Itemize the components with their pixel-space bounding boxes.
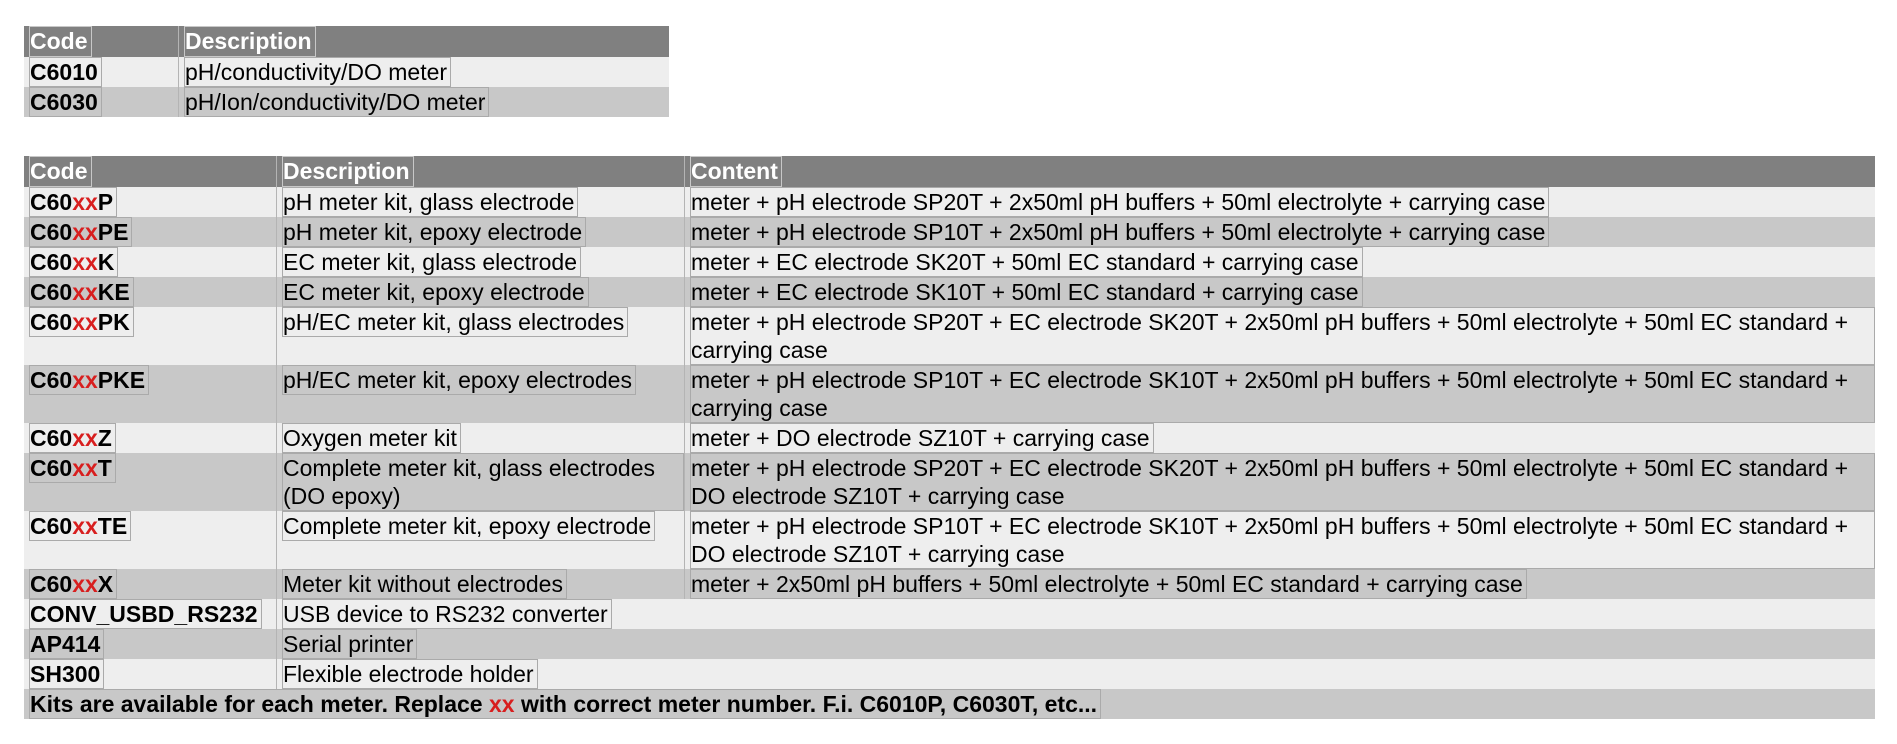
code-suffix: TE [97,513,128,539]
content-cell [685,217,1875,247]
code-suffix: PK [97,309,130,335]
code-placeholder: xx [72,425,98,451]
header-description: Description [179,26,669,57]
kit-code [29,307,134,337]
table-row [24,365,1875,423]
table-row [24,307,1875,365]
code-suffix: Z [97,425,112,451]
description-cell [277,569,685,599]
description-cell [277,187,685,217]
content-text: meter + pH electrode SP10T + EC electrode SK10T + 2x50ml pH buffers + 50ml electrolyte + 50ml EC standard + carrying case [690,365,1875,423]
description-text: Flexible electrode holder [282,659,538,689]
content-text: meter + pH electrode SP20T + EC electrode SK20T + 2x50ml pH buffers + 50ml electrolyte + 50ml EC standard + carrying case [690,307,1875,365]
content-text: meter + pH electrode SP10T + EC electrode SK10T + 2x50ml pH buffers + 50ml electrolyte + 50ml EC standard + DO electrode SZ10T + carrying case [690,511,1875,569]
code-placeholder: xx [72,571,98,597]
code-prefix: C60 [30,571,73,597]
table-row [24,511,1875,569]
table-row [24,453,1875,511]
header-content: Content [685,156,1875,187]
table-row [24,87,669,117]
meters-table [24,26,669,117]
description-cell [277,659,1875,689]
code-cell [24,187,277,217]
footer-note [24,689,1875,719]
code-cell [24,659,277,689]
footer-text-before: Kits are available for each meter. Replace [30,691,489,717]
kit-code [29,277,134,307]
content-cell [685,277,1875,307]
content-cell [685,569,1875,599]
code-placeholder: xx [72,309,98,335]
code-placeholder: xx [72,189,98,215]
description-text: Serial printer [282,629,417,659]
content-text: meter + pH electrode SP20T + EC electrode SK20T + 2x50ml pH buffers + 50ml electrolyte + 50ml EC standard + DO electrode SZ10T + carrying case [690,453,1875,511]
description-cell: pH/Ion/conductivity/DO meter [179,87,669,117]
description-text: pH/EC meter kit, glass electrodes [282,307,628,337]
description-text: pH meter kit, glass electrode [282,187,578,217]
code-prefix: C60 [30,367,73,393]
code-placeholder: xx [72,455,98,481]
content-cell [685,187,1875,217]
content-text: meter + EC electrode SK20T + 50ml EC standard + carrying case [690,247,1363,277]
accessory-code: SH300 [29,659,104,689]
table-row [24,659,1875,689]
code-cell [24,423,277,453]
content-text: meter + pH electrode SP10T + 2x50ml pH buffers + 50ml electrolyte + carrying case [690,217,1549,247]
footer-row [24,689,1875,719]
content-cell [685,453,1875,511]
code-prefix: C60 [30,513,73,539]
code-suffix: X [97,571,114,597]
code-cell [24,247,277,277]
description-text: Oxygen meter kit [282,423,461,453]
kit-code [29,365,149,395]
code-prefix: C60 [30,189,73,215]
description-text: Complete meter kit, epoxy electrode [282,511,655,541]
description-text: EC meter kit, epoxy electrode [282,277,589,307]
table-row [24,187,1875,217]
code-suffix: KE [97,279,130,305]
code-prefix: C60 [30,219,73,245]
description-text: EC meter kit, glass electrode [282,247,581,277]
header-code: Code [24,156,277,187]
description-cell: pH/conductivity/DO meter [179,57,669,87]
code-cell: C6010 [24,57,179,87]
code-cell: C6030 [24,87,179,117]
table-row [24,277,1875,307]
table-row [24,423,1875,453]
code-placeholder: xx [72,219,98,245]
code-prefix: C60 [30,279,73,305]
description-text: Meter kit without electrodes [282,569,567,599]
description-cell [277,365,685,423]
code-cell [24,307,277,365]
accessory-code: AP414 [29,629,104,659]
content-cell [685,247,1875,277]
code-prefix: C60 [30,309,73,335]
description-cell [277,423,685,453]
header-code: Code [24,26,179,57]
code-prefix: C60 [30,249,73,275]
content-text: meter + pH electrode SP20T + 2x50ml pH buffers + 50ml electrolyte + carrying case [690,187,1549,217]
description-cell [277,307,685,365]
code-cell [24,365,277,423]
code-placeholder: xx [72,367,98,393]
code-cell [24,217,277,247]
table-row [24,629,1875,659]
kit-code [29,187,117,217]
code-suffix: PE [97,219,129,245]
code-cell [24,277,277,307]
code-cell [24,599,277,629]
description-cell [277,511,685,569]
footer-placeholder: xx [488,691,515,717]
table-row [24,599,1875,629]
table-row [24,247,1875,277]
content-cell [685,365,1875,423]
kit-code [29,453,116,483]
description-cell [277,599,1875,629]
code-suffix: P [97,189,114,215]
code-cell [24,511,277,569]
code-suffix: PKE [97,367,146,393]
description-cell [277,629,1875,659]
accessory-code: CONV_USBD_RS232 [29,599,262,629]
table-row [24,57,669,87]
code-cell [24,453,277,511]
kit-code [29,569,117,599]
code-cell [24,569,277,599]
kits-table [24,156,1875,719]
code-suffix: K [97,249,115,275]
code-placeholder: xx [72,513,98,539]
description-cell [277,247,685,277]
code-prefix: C60 [30,455,73,481]
kit-code [29,247,118,277]
kit-code [29,511,131,541]
content-text: meter + EC electrode SK10T + 50ml EC standard + carrying case [690,277,1363,307]
description-text: pH/EC meter kit, epoxy electrodes [282,365,636,395]
code-placeholder: xx [72,249,98,275]
content-cell [685,307,1875,365]
footer-text [29,689,1101,719]
kit-code [29,217,132,247]
kits-table-header [24,156,1875,187]
code-cell [24,629,277,659]
content-text: meter + DO electrode SZ10T + carrying case [690,423,1154,453]
content-cell [685,423,1875,453]
description-text: pH meter kit, epoxy electrode [282,217,586,247]
footer-text-after: with correct meter number. F.i. C6010P, C6030T, etc... [514,691,1098,717]
code-placeholder: xx [72,279,98,305]
header-description: Description [277,156,685,187]
description-cell [277,217,685,247]
description-text: Complete meter kit, glass electrodes (DO epoxy) [282,453,684,511]
content-cell [685,511,1875,569]
table-row [24,217,1875,247]
description-text: USB device to RS232 converter [282,599,612,629]
description-cell [277,453,685,511]
code-prefix: C60 [30,425,73,451]
code-suffix: T [97,455,112,481]
kit-code [29,423,116,453]
description-cell [277,277,685,307]
content-text: meter + 2x50ml pH buffers + 50ml electrolyte + 50ml EC standard + carrying case [690,569,1527,599]
meters-table-header [24,26,669,57]
table-row [24,569,1875,599]
